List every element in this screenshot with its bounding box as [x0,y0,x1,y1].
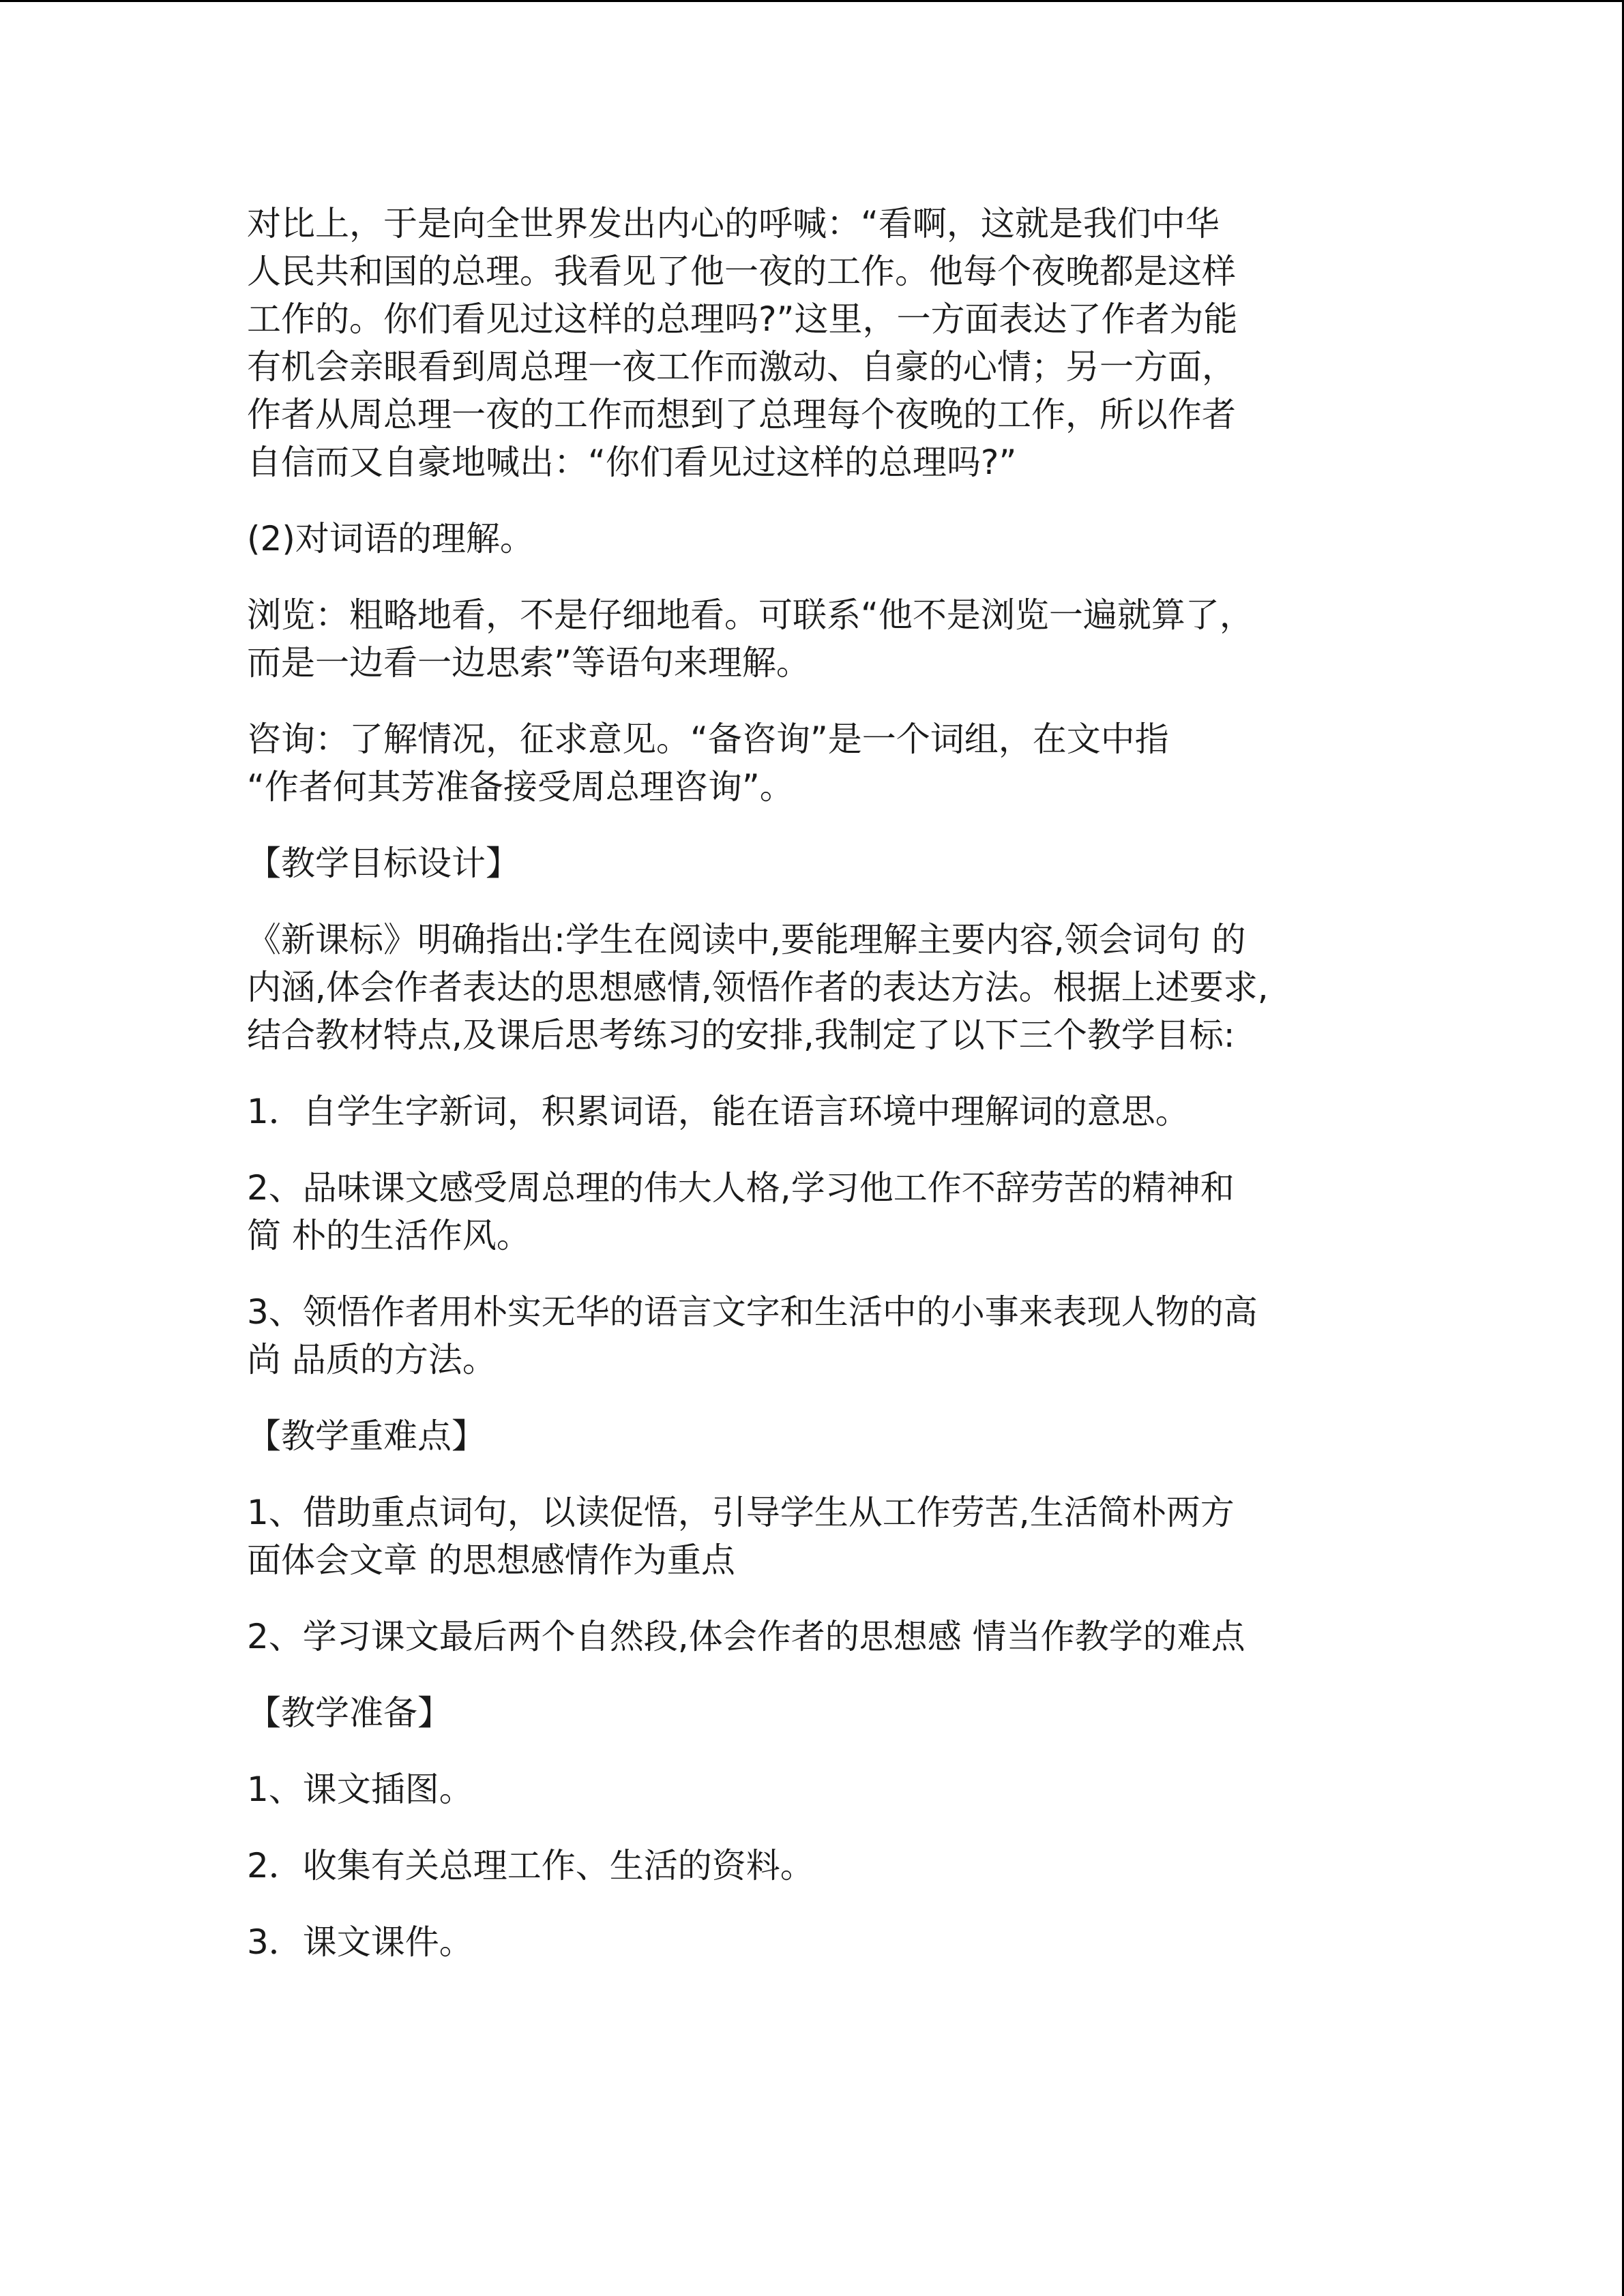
paragraph [247,200,1393,486]
heading-text: 【教学目标设计】 [247,844,520,883]
text-line: 1、借助重点词句，以读促悟，引导学生从工作劳苦,生活简朴两方 [247,1493,1235,1532]
text-line: 咨询：了解情况，征求意见。“备咨询”是一个词组，在文中指 [247,719,1169,759]
heading-text: 【教学重难点】 [247,1416,486,1456]
list-item [247,1489,1393,1584]
text-line: 人民共和国的总理。我看见了他一夜的工作。他每个夜晚都是这样 [247,252,1236,291]
section-heading [247,1412,1393,1460]
list-item [247,1088,1393,1135]
text-line: 自信而又自豪地喊出：“你们看见过这样的总理吗?” [247,443,1017,482]
section-heading [247,1689,1393,1737]
definition-paragraph [247,715,1393,811]
text-line: 2．收集有关总理工作、生活的资料。 [247,1846,814,1885]
paragraph [247,916,1393,1059]
list-item [247,1613,1393,1660]
text-line: 作者从周总理一夜的工作而想到了总理每个夜晚的工作，所以作者 [247,395,1236,434]
text-line: 有机会亲眼看到周总理一夜工作而激动、自豪的心情；另一方面， [247,347,1236,387]
text-line: 1、课文插图。 [247,1770,473,1809]
text-line: 1．自学生字新词，积累词语，能在语言环境中理解词的意思。 [247,1092,1190,1131]
list-item [247,1164,1393,1259]
text-line: 2、学习课文最后两个自然段,体会作者的思想感 情当作教学的难点 [247,1617,1245,1656]
text-line: “作者何其芳准备接受周总理咨询”。 [247,767,794,807]
section-heading [247,839,1393,887]
subheading-word-understanding [247,515,1393,563]
list-item [247,1288,1393,1384]
heading-text: 【教学准备】 [247,1693,452,1733]
text-line: 3．课文课件。 [247,1922,473,1962]
text-line: 尚 品质的方法。 [247,1340,497,1380]
definition-paragraph [247,591,1393,687]
text-line: 对比上，于是向全世界发出内心的呼喊：“看啊，这就是我们中华 [247,204,1220,243]
list-item [247,1842,1393,1890]
text-line: 工作的。你们看见过这样的总理吗?”这里，一方面表达了作者为能 [247,299,1238,339]
list-item [247,1765,1393,1813]
text-line: 2、品味课文感受周总理的伟大人格,学习他工作不辞劳苦的精神和 [247,1168,1235,1208]
text-line: 3、领悟作者用朴实无华的语言文字和生活中的小事来表现人物的高 [247,1292,1258,1332]
text-line: 结合教材特点,及课后思考练习的安排,我制定了以下三个教学目标: [247,1015,1235,1055]
text-line: 浏览：粗略地看，不是仔细地看。可联系“他不是浏览一遍就算了， [247,595,1254,635]
text-line: 面体会文章 的思想感情作为重点 [247,1540,735,1580]
text-line: 简 朴的生活作风。 [247,1216,531,1255]
document-body [247,200,1393,1995]
text-line: (2)对词语的理解。 [247,519,534,558]
list-item [247,1918,1393,1966]
text-line: 内涵,体会作者表达的思想感情,领悟作者的表达方法。根据上述要求, [247,968,1269,1007]
text-line: 而是一边看一边思索”等语句来理解。 [247,643,810,683]
text-line: 《新课标》明确指出:学生在阅读中,要能理解主要内容,领会词句 的 [247,920,1246,959]
